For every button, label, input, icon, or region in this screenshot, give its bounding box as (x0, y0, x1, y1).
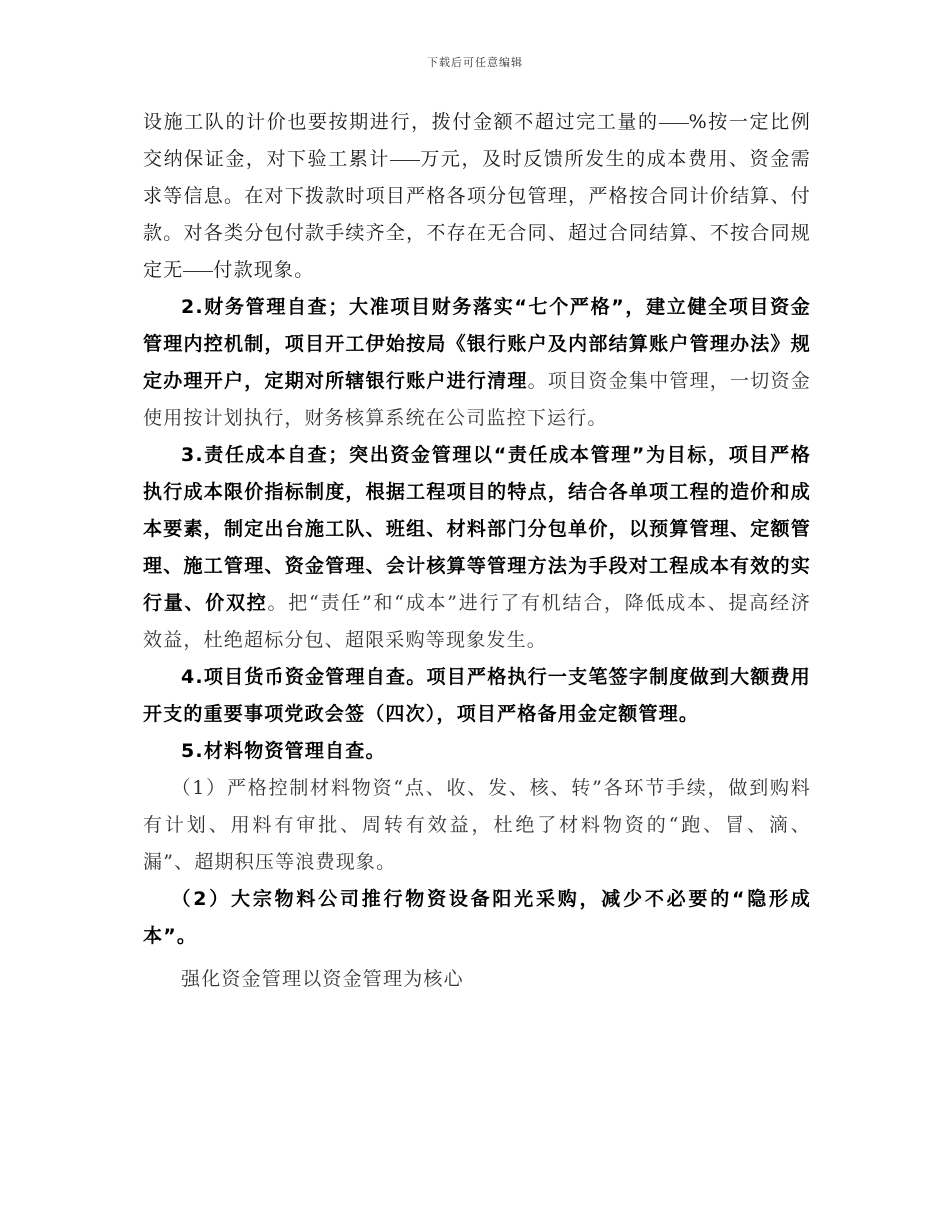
paragraph-cost-review (143, 437, 811, 659)
paragraph-closing: 强化资金管理以资金管理为核心 (181, 968, 464, 990)
fill-blank-percent (659, 122, 689, 124)
fill-blank-amount (390, 159, 420, 161)
paragraph-payment-settlement (143, 104, 811, 289)
payment-text-part-4: 付款现象。 (213, 259, 315, 281)
page-header: 下载后可任意编辑 (427, 56, 523, 69)
paragraph-materials-heading: 5.材料物资管理自查。 (181, 740, 386, 762)
finance-review-bold: 2.财务管理自查；大准项目财务落实“七个严格”，建立健全项目资金管理内控机制，项目开工伊始按局《银行账户及内部结算账户管理办法》规定办理开户，定期对所辖银行账户进行清理 (143, 296, 811, 392)
cost-review-normal: 。把“责任”和“成本”进行了有机结合，降低成本、提高经济效益，杜绝超标分包、超限采购等现象发生。 (143, 592, 811, 651)
paragraph-finance-review (143, 289, 811, 437)
paragraph-currency-review: 4.项目货币资金管理自查。项目严格执行一支笔签字制度做到大额费用开支的重要事项党政会签（四次），项目严格备用金定额管理。 (143, 666, 811, 725)
document-body (143, 104, 811, 998)
finance-review-normal: 。项目资金集中管理，一切资金使用按计划执行，财务核算系统在公司监控下运行。 (143, 370, 811, 429)
payment-text-part-1: 设施工队的计价也要按期进行，拨付金额不超过完工量的 (143, 111, 659, 133)
cost-review-bold: 3.责任成本自查；突出资金管理以“责任成本管理”为目标，项目严格执行成本限价指标制度，根据工程项目的特点，结合各单项工程的造价和成本要素，制定出台施工队、班组、材料部门分包单价，以预算管理、定额管理、施工管理、资金管理、会计核算等管理方法为手段对工程成本有效的实行量、价双控 (143, 444, 811, 614)
payment-text-part-3: 万元，及时反馈所发生的成本费用、资金需求等信息。在对下拨款时项目严格各项分包管理，严格按合同计价结算、付款。对各类分包付款手续齐全，不存在无合同、超过合同结算、不按合同规定无 (143, 148, 811, 281)
payment-text-part-2: %按一定比例交纳保证金，对下验工累计 (143, 111, 811, 170)
paragraph-materials-item-2: （2）大宗物料公司推行物资设备阳光采购，减少不必要的“隐形成本”。 (143, 888, 811, 947)
fill-blank-payment (183, 270, 213, 272)
paragraph-materials-item-1: （1）严格控制材料物资“点、收、发、核、转”各环节手续，做到购料有计划、用料有审批、周转有效益，杜绝了材料物资的“跑、冒、滴、漏”、超期积压等浪费现象。 (143, 777, 811, 873)
